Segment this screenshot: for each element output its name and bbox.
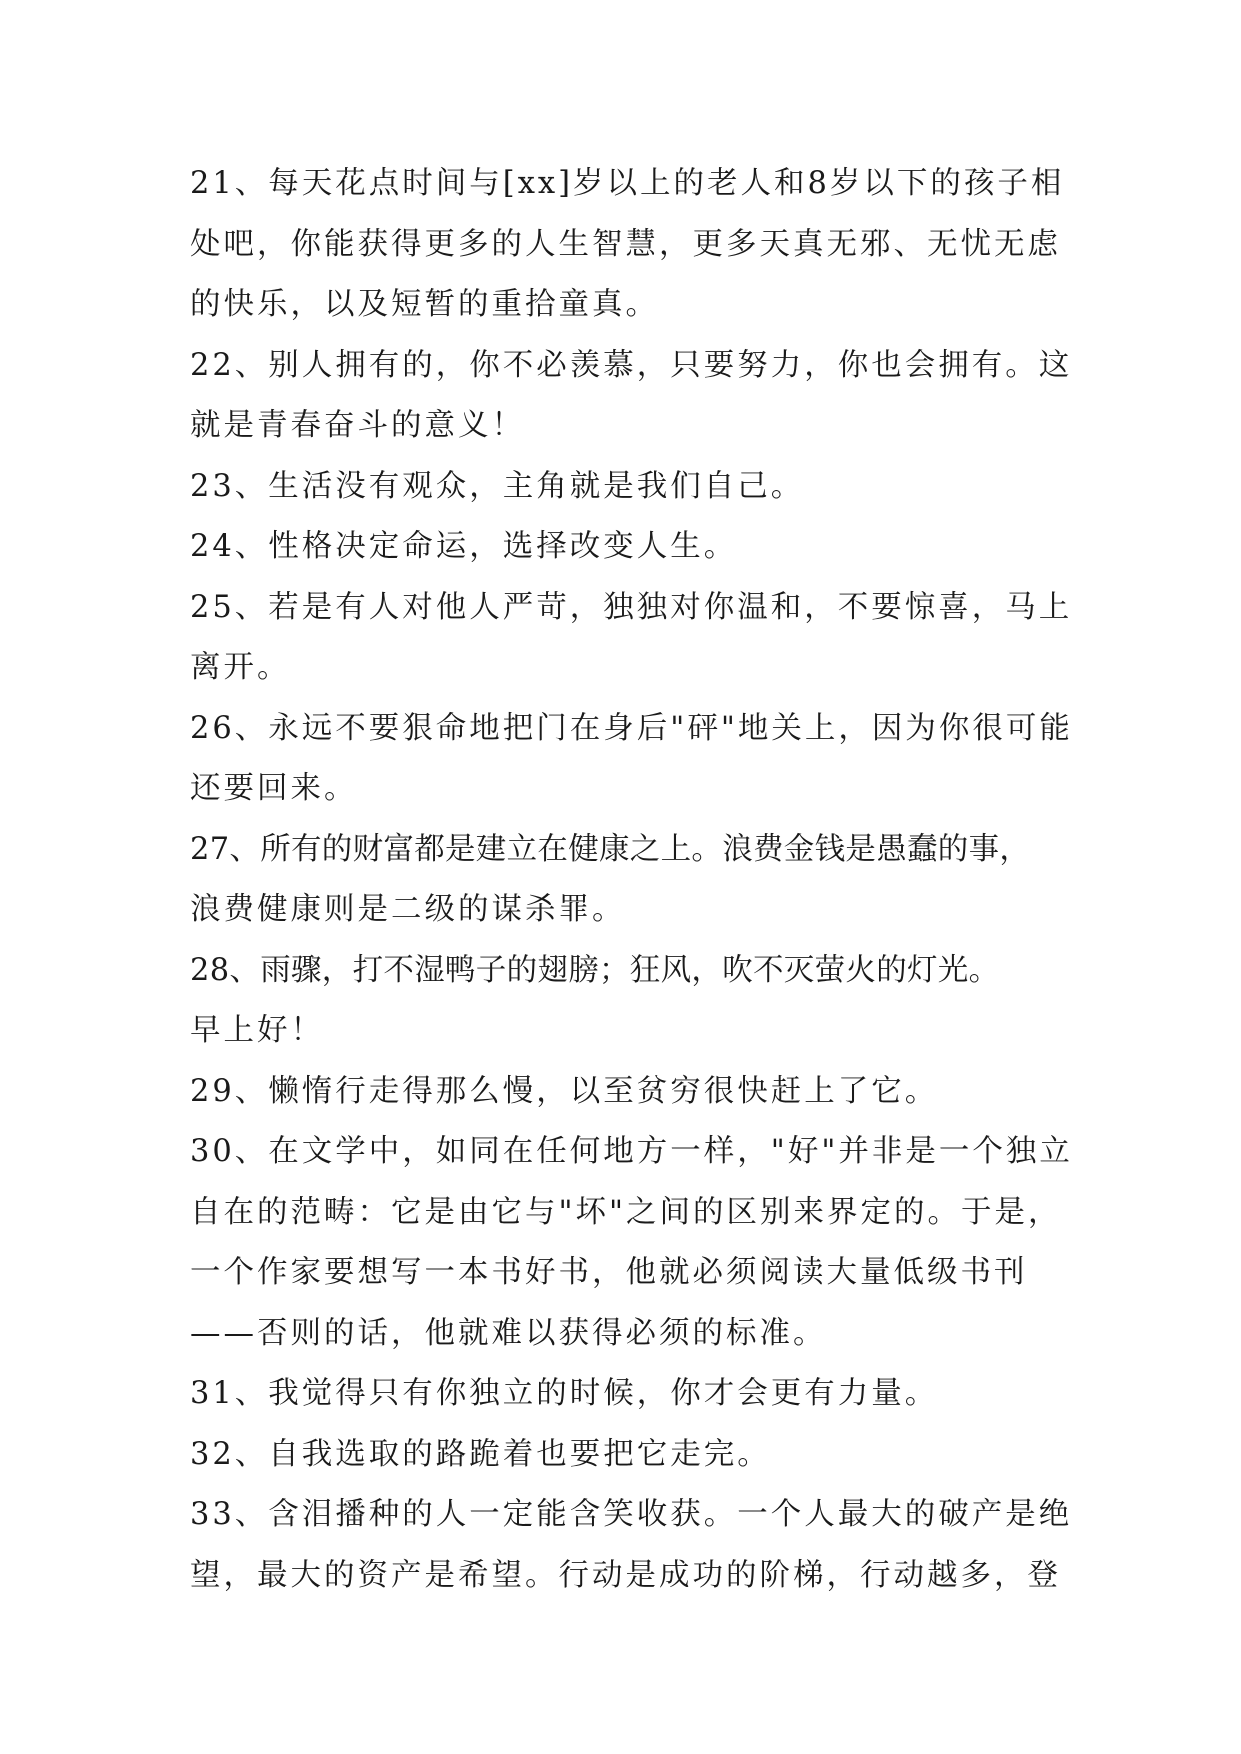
page-body-text	[190, 154, 1073, 1606]
text-line: 28、雨骤，打不湿鸭子的翅膀；狂风，吹不灭萤火的灯光。	[190, 952, 1000, 988]
text-line: 就是青春奋斗的意义！	[190, 408, 525, 443]
text-line: 24、性格决定命运，选择改变人生。	[190, 529, 738, 564]
text-line: 自在的范畴：它是由它与"坏"之间的区别来界定的。于是，	[190, 1194, 1062, 1230]
text-line: 22、别人拥有的，你不必羡慕，只要努力，你也会拥有。这	[190, 347, 1073, 383]
text-line: 25、若是有人对他人严苛，独独对你温和，不要惊喜，马上	[190, 589, 1073, 625]
text-line: 31、我觉得只有你独立的时候，你才会更有力量。	[190, 1376, 939, 1411]
text-line: 望，最大的资产是希望。行动是成功的阶梯，行动越多，登	[190, 1557, 1061, 1593]
text-line: 早上好！	[190, 1013, 324, 1048]
text-line: 26、永远不要狠命地把门在身后"砰"地关上，因为你很可能	[190, 710, 1073, 746]
text-line: 27、所有的财富都是建立在健康之上。浪费金钱是愚蠢的事，	[190, 831, 1031, 867]
text-line: 浪费健康则是二级的谋杀罪。	[190, 892, 626, 927]
text-line: 处吧，你能获得更多的人生智慧，更多天真无邪、无忧无虑	[190, 226, 1061, 262]
text-line: 32、自我选取的路跪着也要把它走完。	[190, 1436, 771, 1472]
text-line: 29、懒惰行走得那么慢，以至贫穷很快赶上了它。	[190, 1073, 939, 1109]
text-line: 21、每天花点时间与[xx]岁以上的老人和8岁以下的孩子相	[190, 166, 1065, 201]
text-line: 30、在文学中，如同在任何地方一样，"好"并非是一个独立	[190, 1134, 1073, 1169]
text-line: ——否则的话，他就难以获得必须的标准。	[190, 1315, 827, 1351]
text-line: 离开。	[190, 650, 291, 685]
text-line: 33、含泪播种的人一定能含笑收获。一个人最大的破产是绝	[190, 1497, 1073, 1532]
text-line: 还要回来。	[190, 771, 358, 806]
text-line: 一个作家要想写一本书好书，他就必须阅读大量低级书刊	[190, 1255, 1028, 1290]
text-line: 23、生活没有观众，主角就是我们自己。	[190, 468, 805, 504]
text-line: 的快乐，以及短暂的重拾童真。	[190, 287, 659, 322]
